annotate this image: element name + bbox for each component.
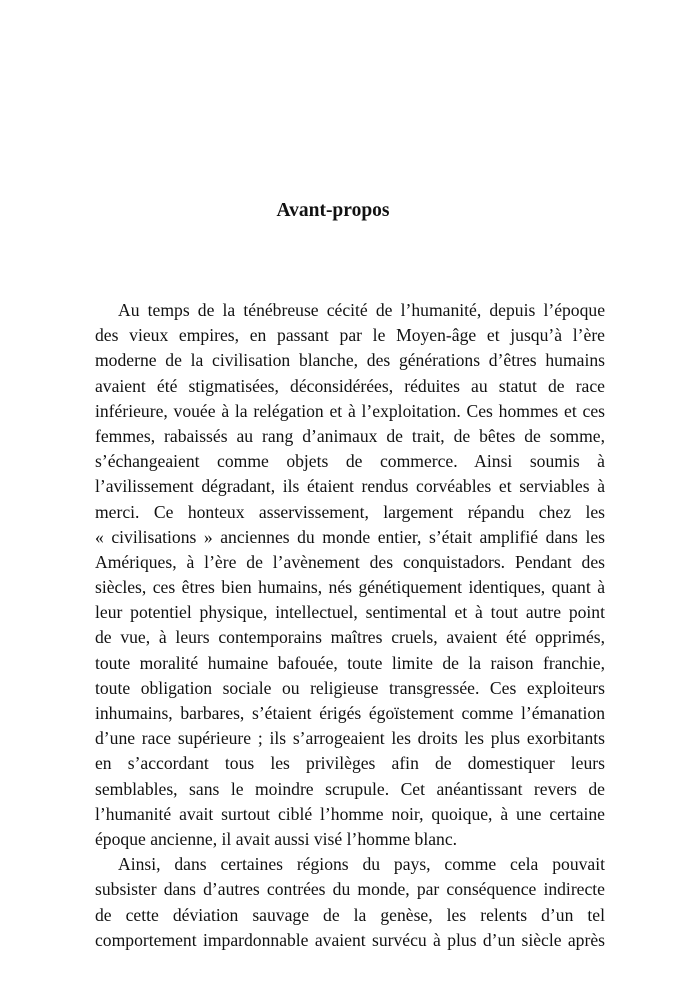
text-line: inférieure, vouée à la relégation et à l’exploitation. Ces hommes et ces: [95, 400, 605, 421]
text-line: l’humanité avait surtout ciblé l’homme noir, quoique, à une certaine: [95, 803, 605, 824]
text-line: merci. Ce honteux asservissement, largement répandu chez les: [95, 501, 605, 522]
body-text: [95, 298, 605, 953]
text-line: siècles, ces êtres bien humains, nés génétiquement identiques, quant à: [95, 577, 605, 598]
text-line: Au temps de la ténébreuse cécité de l’humanité, depuis l’époque: [118, 300, 605, 320]
text-line: avaient été stigmatisées, déconsidérées, réduites au statut de race: [95, 375, 605, 396]
text-line: Ainsi, dans certaines régions du pays, comme cela pouvait: [118, 854, 605, 875]
text-line: de vue, à leurs contemporains maîtres cruels, avaient été opprimés,: [95, 627, 605, 648]
text-line: d’une race supérieure ; ils s’arrogeaient les droits les plus exorbitants: [95, 728, 605, 749]
text-line: semblables, sans le moindre scrupule. Cet anéantissant revers de: [95, 778, 605, 799]
text-line: en s’accordant tous les privilèges afin de domestiquer leurs: [95, 753, 605, 774]
text-line: l’avilissement dégradant, ils étaient rendus corvéables et serviables à: [95, 476, 605, 497]
text-line: leur potentiel physique, intellectuel, sentimental et à tout autre point: [95, 602, 605, 623]
text-line: de cette déviation sauvage de la genèse, les relents d’un tel: [95, 904, 605, 925]
text-line: Amériques, à l’ère de l’avènement des conquistadors. Pendant des: [95, 551, 605, 572]
text-line: toute obligation sociale ou religieuse transgressée. Ces exploiteurs: [95, 677, 605, 698]
text-line: moderne de la civilisation blanche, des générations d’êtres humains: [95, 350, 605, 371]
text-line: toute moralité humaine bafouée, toute limite de la raison franchie,: [95, 652, 605, 673]
text-line: époque ancienne, il avait aussi visé l’homme blanc.: [95, 828, 458, 849]
text-line: « civilisations » anciennes du monde entier, s’était amplifié dans les: [95, 526, 605, 547]
text-line: inhumains, barbares, s’étaient érigés égoïstement comme l’émanation: [95, 703, 605, 723]
text-line: comportement impardonnable avaient survécu à plus d’un siècle après: [95, 929, 605, 950]
text-line: femmes, rabaissés au rang d’animaux de trait, de bêtes de somme,: [95, 425, 605, 446]
page-title: Avant-propos: [276, 200, 390, 221]
text-line: des vieux empires, en passant par le Moyen-âge et jusqu’à l’ère: [95, 325, 605, 346]
text-line: s’échangeaient comme objets de commerce. Ainsi soumis à: [95, 451, 605, 472]
text-line: subsister dans d’autres contrées du monde, par conséquence indirecte: [95, 879, 605, 900]
